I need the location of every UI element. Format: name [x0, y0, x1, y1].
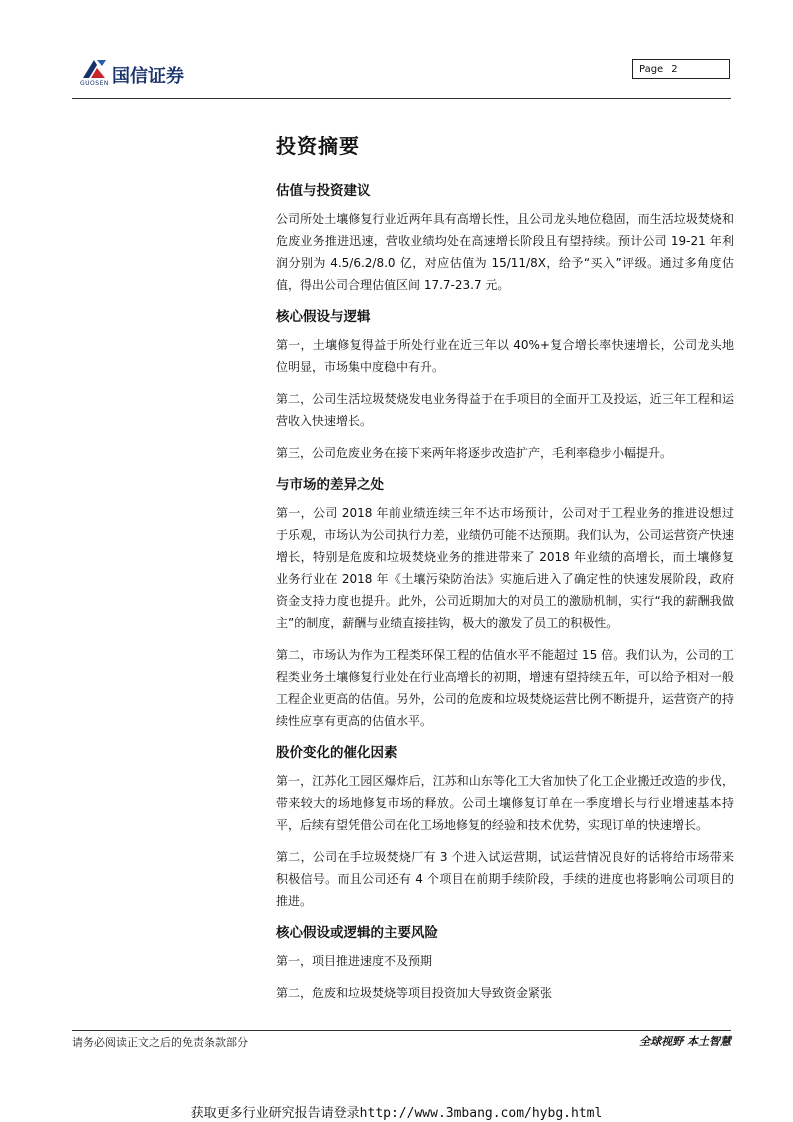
paragraph: 第二，危废和垃圾焚烧等项目投资加大导致资金紧张	[276, 986, 553, 1000]
paragraph: 第一，公司 2018 年前业绩连续三年不达市场预计，公司对于工程业务的推进设想过于乐观，市场认为公司执行力差，业绩仍可能不达预期。我们认为，公司运营资产快速增长，特别是危废和垃圾焚烧业务的推进带来了 2018 年业绩的高增长，而土壤修复业务行业在 2018 年《土壤污染防治法》实施后进入了确定性的快速发展阶段，政府资金支持力度也提升。此外，公司近期加大的对员工的激励机制，实行“我的薪酬我做主”的制度，薪酬与业绩直接挂钩，极大的激发了员工的积极性。	[276, 506, 734, 630]
footer-divider	[72, 1030, 731, 1031]
paragraph: 第二，公司在手垃圾焚烧厂有 3 个进入试运营期，试运营情况良好的话将给市场带来积极信号。而且公司还有 4 个项目在前期手续阶段，手续的进度也将影响公司项目的推进。	[276, 850, 734, 908]
section-title: 股价变化的催化因素	[276, 745, 398, 761]
section-core-assumptions	[276, 306, 734, 464]
page-label: Page	[639, 64, 664, 75]
header-divider	[72, 98, 731, 99]
guosen-logo	[80, 56, 220, 92]
section-title: 核心假设与逻辑	[276, 309, 371, 325]
section-valuation	[276, 180, 734, 296]
page-title: 投资摘要	[276, 134, 360, 158]
logo-en-text: GUOSEN	[80, 80, 109, 87]
page-number-box	[632, 59, 730, 79]
paragraph: 第二，市场认为作为工程类环保工程的估值水平不能超过 15 倍。我们认为，公司的工程类业务土壤修复行业处在行业高增长的初期，增速有望持续五年，可以给予相对一般工程企业更高的估值。另外，公司的危废和垃圾焚烧运营比例不断提升，运营资产的持续性应享有更高的估值水平。	[276, 648, 734, 728]
paragraph: 公司所处土壤修复行业近两年具有高增长性，且公司龙头地位稳固，而生活垃圾焚烧和危废业务推进迅速，营收业绩均处在高速增长阶段且有望持续。预计公司 19-21 年利润分别为 4.5/6.2/8.0 亿，对应估值为 15/11/8X，给予“买入”评级。通过多角度估值，得出公司合理估值区间 17.7-23.7 元。	[276, 212, 734, 292]
section-catalysts	[276, 742, 734, 912]
page-number: 2	[671, 64, 678, 75]
slogan: 全球视野 本土智慧	[639, 1035, 731, 1048]
logo-text: 国信证券	[112, 66, 184, 87]
section-title: 与市场的差异之处	[276, 477, 384, 493]
document-body	[276, 128, 734, 1014]
section-title: 核心假设或逻辑的主要风险	[276, 925, 438, 941]
paragraph: 第二，公司生活垃圾焚烧发电业务得益于在手项目的全面开工及投运，近三年工程和运营收入快速增长。	[276, 392, 734, 428]
section-title: 估值与投资建议	[276, 183, 371, 199]
page-header	[80, 56, 733, 100]
disclaimer-note: 请务必阅读正文之后的免责条款部分	[72, 1036, 248, 1049]
paragraph: 第一，江苏化工园区爆炸后，江苏和山东等化工大省加快了化工企业搬迁改造的步伐，带来较大的场地修复市场的释放。公司土壤修复订单在一季度增长与行业增速基本持平，后续有望凭借公司在化工场地修复的经验和技术优势，实现订单的快速增长。	[276, 774, 734, 832]
paragraph: 第一，土壤修复得益于所处行业在近三年以 40%+复合增长率快速增长，公司龙头地位明显，市场集中度稳中有升。	[276, 338, 734, 374]
download-link-text[interactable]: 获取更多行业研究报告请登录http://www.3mbang.com/hybg.html	[190, 1106, 603, 1121]
section-market-differences	[276, 474, 734, 732]
paragraph: 第三，公司危废业务在接下来两年将逐步改造扩产，毛利率稳步小幅提升。	[276, 446, 673, 460]
section-risks	[276, 922, 734, 1004]
logo-mark-icon	[80, 56, 108, 82]
paragraph: 第一，项目推进速度不及预期	[276, 954, 433, 968]
